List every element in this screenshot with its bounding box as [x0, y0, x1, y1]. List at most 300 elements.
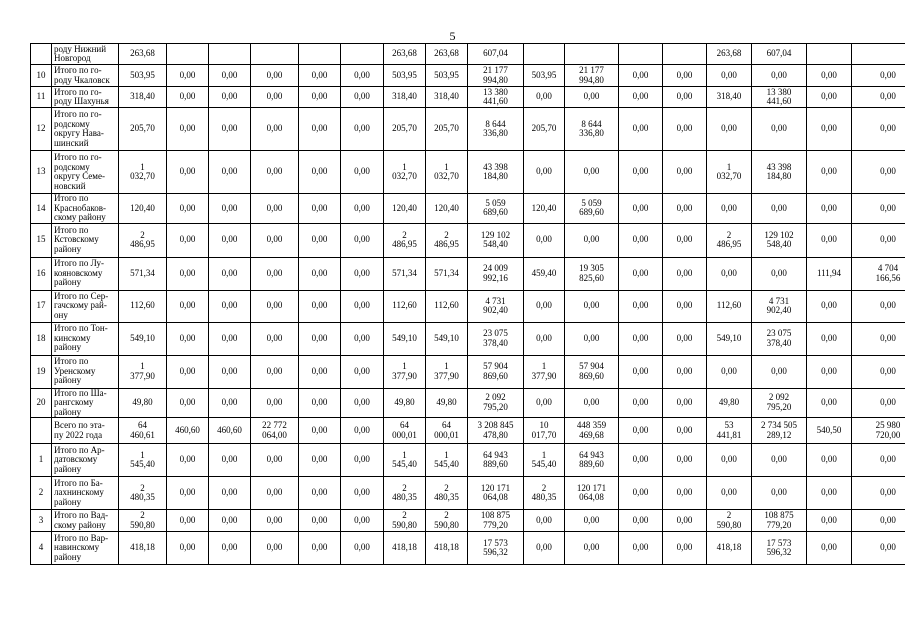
value-cell: 4 704 166,56: [852, 257, 905, 290]
value-cell: 0,00: [619, 444, 663, 477]
value-cell: 0,00: [663, 418, 707, 444]
value-cell: 111,94: [807, 257, 852, 290]
value-cell: 0,00: [852, 290, 905, 322]
value-cell: 318,40: [384, 87, 426, 108]
value-cell: 17 573 596,32: [752, 532, 807, 565]
value-cell: 0,00: [807, 223, 852, 257]
value-cell: [852, 44, 905, 65]
value-cell: 1 032,70: [384, 151, 426, 194]
value-cell: 0,00: [663, 290, 707, 322]
value-cell: 0,00: [251, 65, 299, 87]
value-cell: 0,00: [752, 355, 807, 388]
value-cell: 2 480,35: [524, 477, 565, 510]
value-cell: 0,00: [209, 108, 251, 151]
value-cell: 0,00: [663, 87, 707, 108]
value-cell: 549,10: [119, 322, 167, 355]
value-cell: 0,00: [619, 290, 663, 322]
value-cell: 0,00: [663, 388, 707, 418]
row-name-cell: Итого по го- родскому округу Семе- новский: [52, 151, 119, 194]
value-cell: 0,00: [524, 223, 565, 257]
value-cell: 1 032,70: [119, 151, 167, 194]
value-cell: 263,68: [707, 44, 752, 65]
value-cell: 0,00: [852, 108, 905, 151]
value-cell: 1 032,70: [426, 151, 468, 194]
value-cell: 503,95: [524, 65, 565, 87]
value-cell: 0,00: [707, 257, 752, 290]
value-cell: 571,34: [384, 257, 426, 290]
value-cell: 0,00: [752, 194, 807, 224]
value-cell: 4 731 902,40: [752, 290, 807, 322]
value-cell: 0,00: [852, 194, 905, 224]
value-cell: 0,00: [852, 444, 905, 477]
value-cell: 2 734 505 289,12: [752, 418, 807, 444]
row-name-cell: Итого по Уренскому району: [52, 355, 119, 388]
value-cell: 112,60: [119, 290, 167, 322]
value-cell: 0,00: [619, 223, 663, 257]
value-cell: 0,00: [341, 322, 384, 355]
table-row: [31, 532, 905, 565]
value-cell: 120,40: [426, 194, 468, 224]
value-cell: 2 480,35: [119, 477, 167, 510]
data-table: [30, 43, 905, 565]
value-cell: [663, 44, 707, 65]
value-cell: 112,60: [707, 290, 752, 322]
value-cell: 112,60: [426, 290, 468, 322]
value-cell: 607,04: [468, 44, 524, 65]
row-name-cell: Итого по Вад- скому району: [52, 510, 119, 532]
value-cell: 8 644 336,80: [565, 108, 619, 151]
table-row: [31, 477, 905, 510]
value-cell: 0,00: [299, 444, 341, 477]
row-name-cell: Итого по Ар- датовскому району: [52, 444, 119, 477]
value-cell: 0,00: [807, 65, 852, 87]
value-cell: 64 460,61: [119, 418, 167, 444]
value-cell: 2 092 795,20: [752, 388, 807, 418]
value-cell: 0,00: [251, 532, 299, 565]
value-cell: 0,00: [619, 510, 663, 532]
value-cell: 0,00: [251, 388, 299, 418]
value-cell: 0,00: [707, 108, 752, 151]
value-cell: 0,00: [251, 290, 299, 322]
value-cell: 0,00: [807, 151, 852, 194]
value-cell: 0,00: [619, 477, 663, 510]
row-number-cell: 15: [31, 223, 52, 257]
value-cell: 0,00: [209, 322, 251, 355]
value-cell: 571,34: [119, 257, 167, 290]
value-cell: 318,40: [426, 87, 468, 108]
value-cell: 0,00: [663, 355, 707, 388]
value-cell: 0,00: [807, 108, 852, 151]
value-cell: 0,00: [707, 444, 752, 477]
row-number-cell: 11: [31, 87, 52, 108]
value-cell: 0,00: [251, 108, 299, 151]
value-cell: 23 075 378,40: [468, 322, 524, 355]
value-cell: 0,00: [341, 257, 384, 290]
value-cell: 0,00: [807, 477, 852, 510]
value-cell: 0,00: [807, 444, 852, 477]
row-number-cell: 4: [31, 532, 52, 565]
table-row: [31, 510, 905, 532]
value-cell: 0,00: [167, 65, 209, 87]
value-cell: 1 545,40: [384, 444, 426, 477]
value-cell: 0,00: [251, 194, 299, 224]
value-cell: 0,00: [619, 532, 663, 565]
value-cell: 0,00: [565, 290, 619, 322]
value-cell: 2 486,95: [384, 223, 426, 257]
value-cell: 263,68: [384, 44, 426, 65]
value-cell: 0,00: [299, 355, 341, 388]
row-number-cell: 2: [31, 477, 52, 510]
value-cell: 0,00: [807, 388, 852, 418]
value-cell: 418,18: [384, 532, 426, 565]
value-cell: 549,10: [384, 322, 426, 355]
value-cell: 0,00: [807, 290, 852, 322]
value-cell: 120,40: [384, 194, 426, 224]
value-cell: 0,00: [299, 257, 341, 290]
value-cell: 0,00: [299, 65, 341, 87]
value-cell: [524, 44, 565, 65]
value-cell: 1 545,40: [119, 444, 167, 477]
value-cell: 0,00: [619, 322, 663, 355]
value-cell: 503,95: [384, 65, 426, 87]
value-cell: 459,40: [524, 257, 565, 290]
row-number-cell: 19: [31, 355, 52, 388]
value-cell: 57 904 869,60: [468, 355, 524, 388]
table-row: [31, 257, 905, 290]
value-cell: 0,00: [251, 355, 299, 388]
value-cell: 2 590,80: [119, 510, 167, 532]
value-cell: 19 305 825,60: [565, 257, 619, 290]
table-row: [31, 194, 905, 224]
value-cell: 0,00: [619, 418, 663, 444]
value-cell: 0,00: [251, 477, 299, 510]
value-cell: 0,00: [341, 532, 384, 565]
row-name-cell: Итого по го- роду Чкаловск: [52, 65, 119, 87]
value-cell: 0,00: [619, 65, 663, 87]
value-cell: 0,00: [251, 322, 299, 355]
value-cell: 0,00: [807, 194, 852, 224]
table-row: [31, 87, 905, 108]
value-cell: 43 398 184,80: [752, 151, 807, 194]
value-cell: 0,00: [209, 388, 251, 418]
value-cell: 0,00: [752, 444, 807, 477]
value-cell: 549,10: [707, 322, 752, 355]
value-cell: 0,00: [707, 194, 752, 224]
table-row: [31, 65, 905, 87]
row-name-cell: Итого по Кстовскому району: [52, 223, 119, 257]
value-cell: 1 032,70: [707, 151, 752, 194]
value-cell: 0,00: [209, 151, 251, 194]
row-number-cell: 18: [31, 322, 52, 355]
value-cell: 205,70: [524, 108, 565, 151]
value-cell: 129 102 548,40: [752, 223, 807, 257]
value-cell: 0,00: [524, 322, 565, 355]
value-cell: 0,00: [852, 87, 905, 108]
row-name-cell: Итого по Сер- гачскому рай- ону: [52, 290, 119, 322]
value-cell: 0,00: [852, 510, 905, 532]
value-cell: 0,00: [663, 532, 707, 565]
value-cell: 0,00: [167, 194, 209, 224]
value-cell: [299, 44, 341, 65]
value-cell: [341, 44, 384, 65]
row-number-cell: 12: [31, 108, 52, 151]
value-cell: 64 000,01: [384, 418, 426, 444]
value-cell: 64 000,01: [426, 418, 468, 444]
value-cell: 503,95: [426, 65, 468, 87]
value-cell: 0,00: [565, 223, 619, 257]
value-cell: 24 009 992,16: [468, 257, 524, 290]
value-cell: 0,00: [663, 108, 707, 151]
table-row: [31, 444, 905, 477]
value-cell: 0,00: [807, 532, 852, 565]
value-cell: 4 731 902,40: [468, 290, 524, 322]
value-cell: 0,00: [209, 194, 251, 224]
value-cell: 0,00: [167, 322, 209, 355]
value-cell: 0,00: [752, 108, 807, 151]
value-cell: 0,00: [852, 65, 905, 87]
value-cell: 0,00: [663, 444, 707, 477]
value-cell: 5 059 689,60: [565, 194, 619, 224]
value-cell: 0,00: [619, 257, 663, 290]
page-number: 5: [449, 29, 456, 43]
value-cell: 13 380 441,60: [468, 87, 524, 108]
value-cell: 13 380 441,60: [752, 87, 807, 108]
value-cell: 0,00: [299, 532, 341, 565]
value-cell: 0,00: [251, 510, 299, 532]
value-cell: 0,00: [341, 477, 384, 510]
value-cell: 49,80: [707, 388, 752, 418]
value-cell: 25 980 720,00: [852, 418, 905, 444]
table-row: [31, 44, 905, 65]
value-cell: [167, 44, 209, 65]
value-cell: 0,00: [209, 532, 251, 565]
value-cell: 1 545,40: [524, 444, 565, 477]
value-cell: 0,00: [251, 87, 299, 108]
value-cell: [251, 44, 299, 65]
value-cell: 607,04: [752, 44, 807, 65]
value-cell: 3 208 845 478,80: [468, 418, 524, 444]
value-cell: 0,00: [752, 477, 807, 510]
value-cell: 0,00: [852, 151, 905, 194]
value-cell: 0,00: [852, 223, 905, 257]
value-cell: 0,00: [663, 257, 707, 290]
value-cell: 0,00: [565, 87, 619, 108]
value-cell: 53 441,81: [707, 418, 752, 444]
row-name-cell: Итого по Ба- лахнинскому району: [52, 477, 119, 510]
row-number-cell: 3: [31, 510, 52, 532]
value-cell: 0,00: [167, 151, 209, 194]
value-cell: 1 545,40: [426, 444, 468, 477]
value-cell: 0,00: [209, 65, 251, 87]
value-cell: 205,70: [119, 108, 167, 151]
value-cell: 0,00: [619, 151, 663, 194]
value-cell: 0,00: [167, 257, 209, 290]
value-cell: 0,00: [807, 510, 852, 532]
value-cell: 0,00: [167, 477, 209, 510]
value-cell: 0,00: [299, 477, 341, 510]
value-cell: 0,00: [341, 65, 384, 87]
value-cell: 120,40: [524, 194, 565, 224]
value-cell: 2 590,80: [426, 510, 468, 532]
value-cell: 0,00: [209, 444, 251, 477]
value-cell: 0,00: [807, 355, 852, 388]
value-cell: 0,00: [209, 87, 251, 108]
value-cell: 49,80: [119, 388, 167, 418]
row-number-cell: 20: [31, 388, 52, 418]
row-name-cell: Итого по Лу- кояновскому району: [52, 257, 119, 290]
table-row: [31, 151, 905, 194]
value-cell: 64 943 889,60: [468, 444, 524, 477]
value-cell: 64 943 889,60: [565, 444, 619, 477]
value-cell: 0,00: [299, 151, 341, 194]
value-cell: 0,00: [565, 322, 619, 355]
value-cell: 23 075 378,40: [752, 322, 807, 355]
value-cell: 0,00: [524, 388, 565, 418]
value-cell: 2 590,80: [707, 510, 752, 532]
value-cell: 2 590,80: [384, 510, 426, 532]
value-cell: 0,00: [299, 194, 341, 224]
value-cell: 0,00: [619, 194, 663, 224]
value-cell: 2 480,35: [384, 477, 426, 510]
value-cell: 460,60: [167, 418, 209, 444]
value-cell: 108 875 779,20: [752, 510, 807, 532]
row-number-cell: 14: [31, 194, 52, 224]
value-cell: 0,00: [852, 355, 905, 388]
value-cell: 17 573 596,32: [468, 532, 524, 565]
table-row: [31, 322, 905, 355]
row-name-cell: Итого по го- родскому округу Нава- шинский: [52, 108, 119, 151]
value-cell: 0,00: [299, 223, 341, 257]
value-cell: 0,00: [341, 355, 384, 388]
value-cell: 0,00: [663, 223, 707, 257]
row-number-cell: 17: [31, 290, 52, 322]
value-cell: 2 486,95: [426, 223, 468, 257]
value-cell: 418,18: [119, 532, 167, 565]
value-cell: 108 875 779,20: [468, 510, 524, 532]
value-cell: 0,00: [341, 290, 384, 322]
value-cell: 0,00: [209, 257, 251, 290]
value-cell: 0,00: [663, 194, 707, 224]
value-cell: 0,00: [209, 223, 251, 257]
value-cell: 0,00: [852, 477, 905, 510]
value-cell: 205,70: [384, 108, 426, 151]
value-cell: 0,00: [167, 87, 209, 108]
value-cell: 0,00: [752, 257, 807, 290]
value-cell: 0,00: [251, 151, 299, 194]
value-cell: 318,40: [119, 87, 167, 108]
value-cell: 318,40: [707, 87, 752, 108]
value-cell: 0,00: [524, 290, 565, 322]
row-number-cell: 1: [31, 444, 52, 477]
row-number-cell: 16: [31, 257, 52, 290]
value-cell: 0,00: [807, 87, 852, 108]
value-cell: [619, 44, 663, 65]
value-cell: 0,00: [251, 444, 299, 477]
value-cell: 1 377,90: [524, 355, 565, 388]
value-cell: 0,00: [167, 223, 209, 257]
value-cell: 0,00: [807, 322, 852, 355]
value-cell: 0,00: [341, 388, 384, 418]
value-cell: 0,00: [251, 223, 299, 257]
value-cell: 0,00: [341, 444, 384, 477]
value-cell: 0,00: [167, 290, 209, 322]
value-cell: [565, 44, 619, 65]
row-name-cell: Итого по Тон- кинскому району: [52, 322, 119, 355]
value-cell: 0,00: [299, 87, 341, 108]
value-cell: 21 177 994,80: [565, 65, 619, 87]
row-number-cell: 10: [31, 65, 52, 87]
value-cell: 57 904 869,60: [565, 355, 619, 388]
value-cell: 1 377,90: [119, 355, 167, 388]
value-cell: 0,00: [565, 510, 619, 532]
value-cell: 0,00: [299, 322, 341, 355]
value-cell: 448 359 469,68: [565, 418, 619, 444]
value-cell: 0,00: [707, 355, 752, 388]
value-cell: 0,00: [299, 108, 341, 151]
value-cell: 0,00: [663, 510, 707, 532]
value-cell: 112,60: [384, 290, 426, 322]
value-cell: 0,00: [167, 510, 209, 532]
value-cell: 0,00: [167, 108, 209, 151]
value-cell: 2 480,35: [426, 477, 468, 510]
value-cell: 0,00: [299, 418, 341, 444]
value-cell: 0,00: [167, 355, 209, 388]
value-cell: 0,00: [524, 532, 565, 565]
value-cell: 0,00: [852, 322, 905, 355]
value-cell: 418,18: [707, 532, 752, 565]
value-cell: 10 017,70: [524, 418, 565, 444]
value-cell: 0,00: [524, 510, 565, 532]
value-cell: 0,00: [209, 510, 251, 532]
value-cell: 0,00: [565, 151, 619, 194]
value-cell: 2 486,95: [119, 223, 167, 257]
value-cell: 0,00: [565, 388, 619, 418]
value-cell: [209, 44, 251, 65]
row-name-cell: Итого по Краснобаков- скому району: [52, 194, 119, 224]
value-cell: 0,00: [167, 444, 209, 477]
value-cell: 120,40: [119, 194, 167, 224]
table-row: [31, 290, 905, 322]
value-cell: 263,68: [119, 44, 167, 65]
row-name-cell: Всего по эта- пу 2022 года: [52, 418, 119, 444]
value-cell: 205,70: [426, 108, 468, 151]
value-cell: 0,00: [852, 532, 905, 565]
value-cell: 0,00: [209, 355, 251, 388]
value-cell: 0,00: [663, 477, 707, 510]
value-cell: 1 377,90: [426, 355, 468, 388]
value-cell: 0,00: [341, 194, 384, 224]
table-row: [31, 223, 905, 257]
value-cell: 0,00: [167, 388, 209, 418]
value-cell: 0,00: [299, 290, 341, 322]
row-name-cell: Итого по Ша- рангскому району: [52, 388, 119, 418]
value-cell: 0,00: [619, 108, 663, 151]
value-cell: 0,00: [707, 65, 752, 87]
value-cell: 0,00: [341, 418, 384, 444]
value-cell: 0,00: [752, 65, 807, 87]
value-cell: 549,10: [426, 322, 468, 355]
value-cell: 571,34: [426, 257, 468, 290]
value-cell: 418,18: [426, 532, 468, 565]
row-name-cell: роду Нижний Новгород: [52, 44, 119, 65]
value-cell: 540,50: [807, 418, 852, 444]
value-cell: 503,95: [119, 65, 167, 87]
value-cell: 0,00: [619, 87, 663, 108]
value-cell: 0,00: [565, 532, 619, 565]
value-cell: 0,00: [341, 151, 384, 194]
value-cell: 0,00: [341, 108, 384, 151]
value-cell: 0,00: [619, 355, 663, 388]
